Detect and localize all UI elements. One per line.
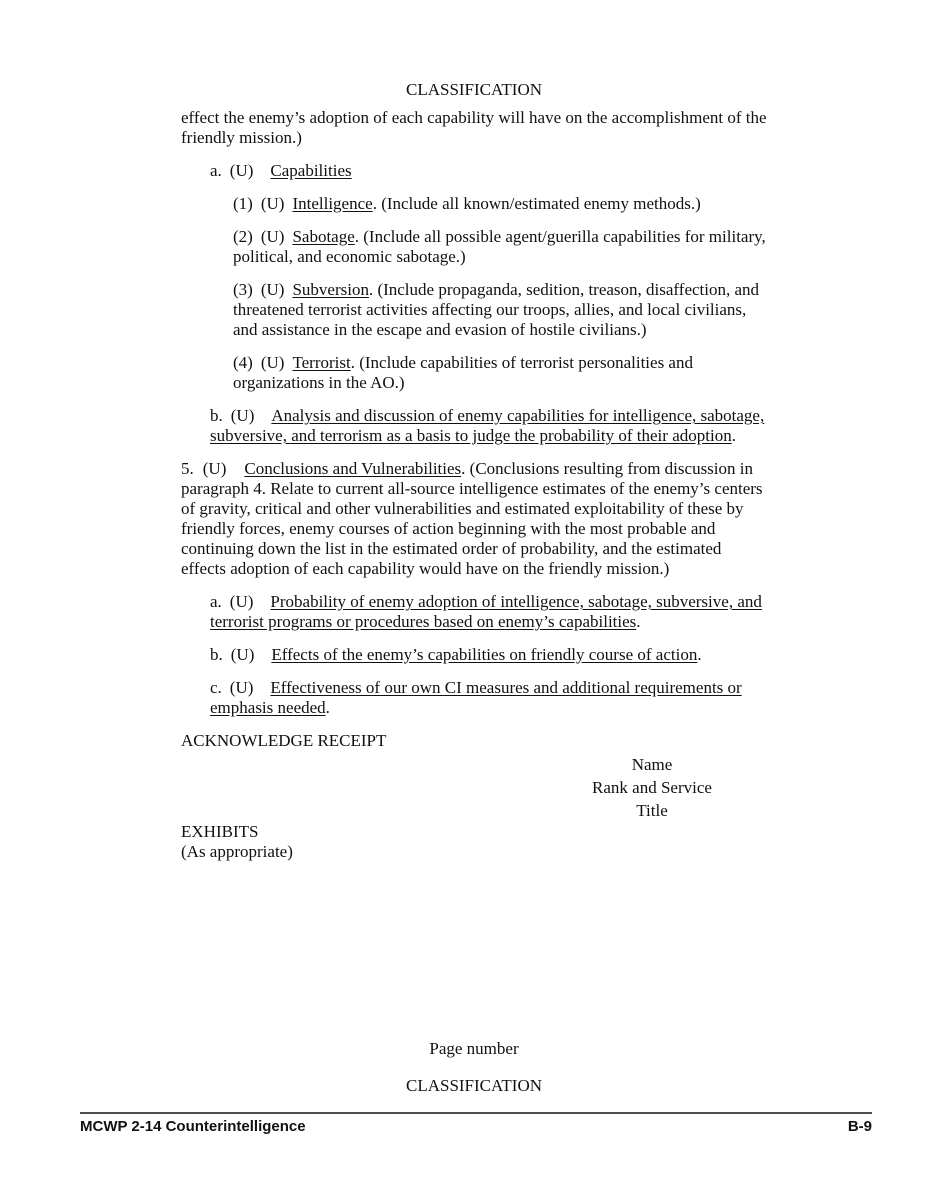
item-label: b. <box>210 406 223 425</box>
item-heading: Intelligence <box>292 194 373 213</box>
item-label: 5. <box>181 459 194 478</box>
exhibits-note: (As appropriate) <box>181 842 293 861</box>
item-heading: Terrorist <box>292 353 351 372</box>
signature-name-line: Name <box>631 755 673 774</box>
item-heading: Effectiveness of our own CI measures and additional requirements or emphasis needed <box>210 678 742 717</box>
footer-page-number: B-9 <box>847 1118 872 1135</box>
item-heading: Probability of enemy adoption of intelligence, sabotage, subversive, and terrorist programs or procedures based on enemy’s capabilities <box>210 592 762 631</box>
acknowledge-receipt-heading: ACKNOWLEDGE RECEIPT <box>181 731 387 750</box>
signature-rank-service-line: Rank and Service <box>592 778 712 797</box>
item-text: . (Include all known/estimated enemy methods.) <box>372 194 701 213</box>
page-footer <box>80 1112 872 1137</box>
item-label: a. <box>210 161 222 180</box>
item-text: . <box>636 612 641 631</box>
item-heading: Subversion <box>292 280 369 299</box>
item-heading: Analysis and discussion of enemy capabilities for intelligence, sabotage, subversive, and terrorism as a basis to judge the probability of their adoption <box>210 406 765 445</box>
signature-block <box>552 753 752 822</box>
item-text: . <box>697 645 702 664</box>
classification-marker: (U) <box>260 353 285 372</box>
signature-title-line: Title <box>636 801 668 820</box>
item-label: b. <box>210 645 223 664</box>
item-label: a. <box>210 592 222 611</box>
paragraph-intro <box>181 108 767 148</box>
list-item-3-subversion <box>233 280 767 340</box>
list-item-5-conclusions <box>181 459 767 579</box>
list-item-4-terrorist <box>233 353 767 393</box>
item-heading: Conclusions and Vulnerabilities <box>244 459 462 478</box>
list-item-2-sabotage <box>233 227 767 267</box>
classification-footer: CLASSIFICATION <box>405 1076 543 1095</box>
item-text: . <box>731 426 736 445</box>
list-item-a-capabilities <box>210 161 767 181</box>
exhibits-heading: EXHIBITS <box>181 822 259 841</box>
classification-marker: (U) <box>260 227 285 246</box>
item-heading: Sabotage <box>292 227 355 246</box>
classification-marker: (U) <box>229 678 254 697</box>
item-heading: Effects of the enemy’s capabilities on friendly course of action <box>271 645 698 664</box>
item-text: . (Include propaganda, sedition, treason, disaffection, and threatened terrorist activities affecting our troops, allies, and local civilians, and assistance in the escape and evasion of hostile civilians.) <box>233 280 760 339</box>
classification-header: CLASSIFICATION <box>405 80 543 99</box>
item-label: (2) <box>233 227 253 246</box>
list-item-b-effects <box>210 645 767 665</box>
list-item-b-analysis <box>210 406 767 446</box>
item-text: . (Include capabilities of terrorist personalities and organizations in the AO.) <box>233 353 693 392</box>
item-label: (1) <box>233 194 253 213</box>
item-text: . (Include all possible agent/guerilla capabilities for military, political, and economic sabotage.) <box>233 227 766 266</box>
page-number-placeholder: Page number <box>429 1039 519 1058</box>
item-label: c. <box>210 678 222 697</box>
list-item-a-probability <box>210 592 767 632</box>
classification-marker: (U) <box>229 592 254 611</box>
classification-marker: (U) <box>230 645 255 664</box>
classification-marker: (U) <box>260 194 285 213</box>
classification-marker: (U) <box>229 161 254 180</box>
classification-marker: (U) <box>230 406 255 425</box>
item-text: . (Conclusions resulting from discussion in paragraph 4. Relate to current all-source intelligence estimates of the enemy’s centers of gravity, critical and other vulnerabilities and estimated exploitability of these by friendly forces, enemy courses of action beginning with the most probable and continuing down the list in the estimated order of probability, and the estimated effects adoption of each capability would have on the friendly mission.) <box>181 459 763 578</box>
item-heading: Capabilities <box>270 161 352 180</box>
classification-marker: (U) <box>260 280 285 299</box>
list-item-1-intelligence <box>233 194 767 214</box>
classification-marker: (U) <box>202 459 227 478</box>
item-label: (3) <box>233 280 253 299</box>
footer-document-title: MCWP 2-14 Counterintelligence <box>80 1118 306 1135</box>
list-item-c-effectiveness <box>210 678 767 718</box>
item-text: . <box>325 698 330 717</box>
paragraph-text: effect the enemy’s adoption of each capability will have on the accomplishment of the friendly mission.) <box>181 108 767 147</box>
item-label: (4) <box>233 353 253 372</box>
